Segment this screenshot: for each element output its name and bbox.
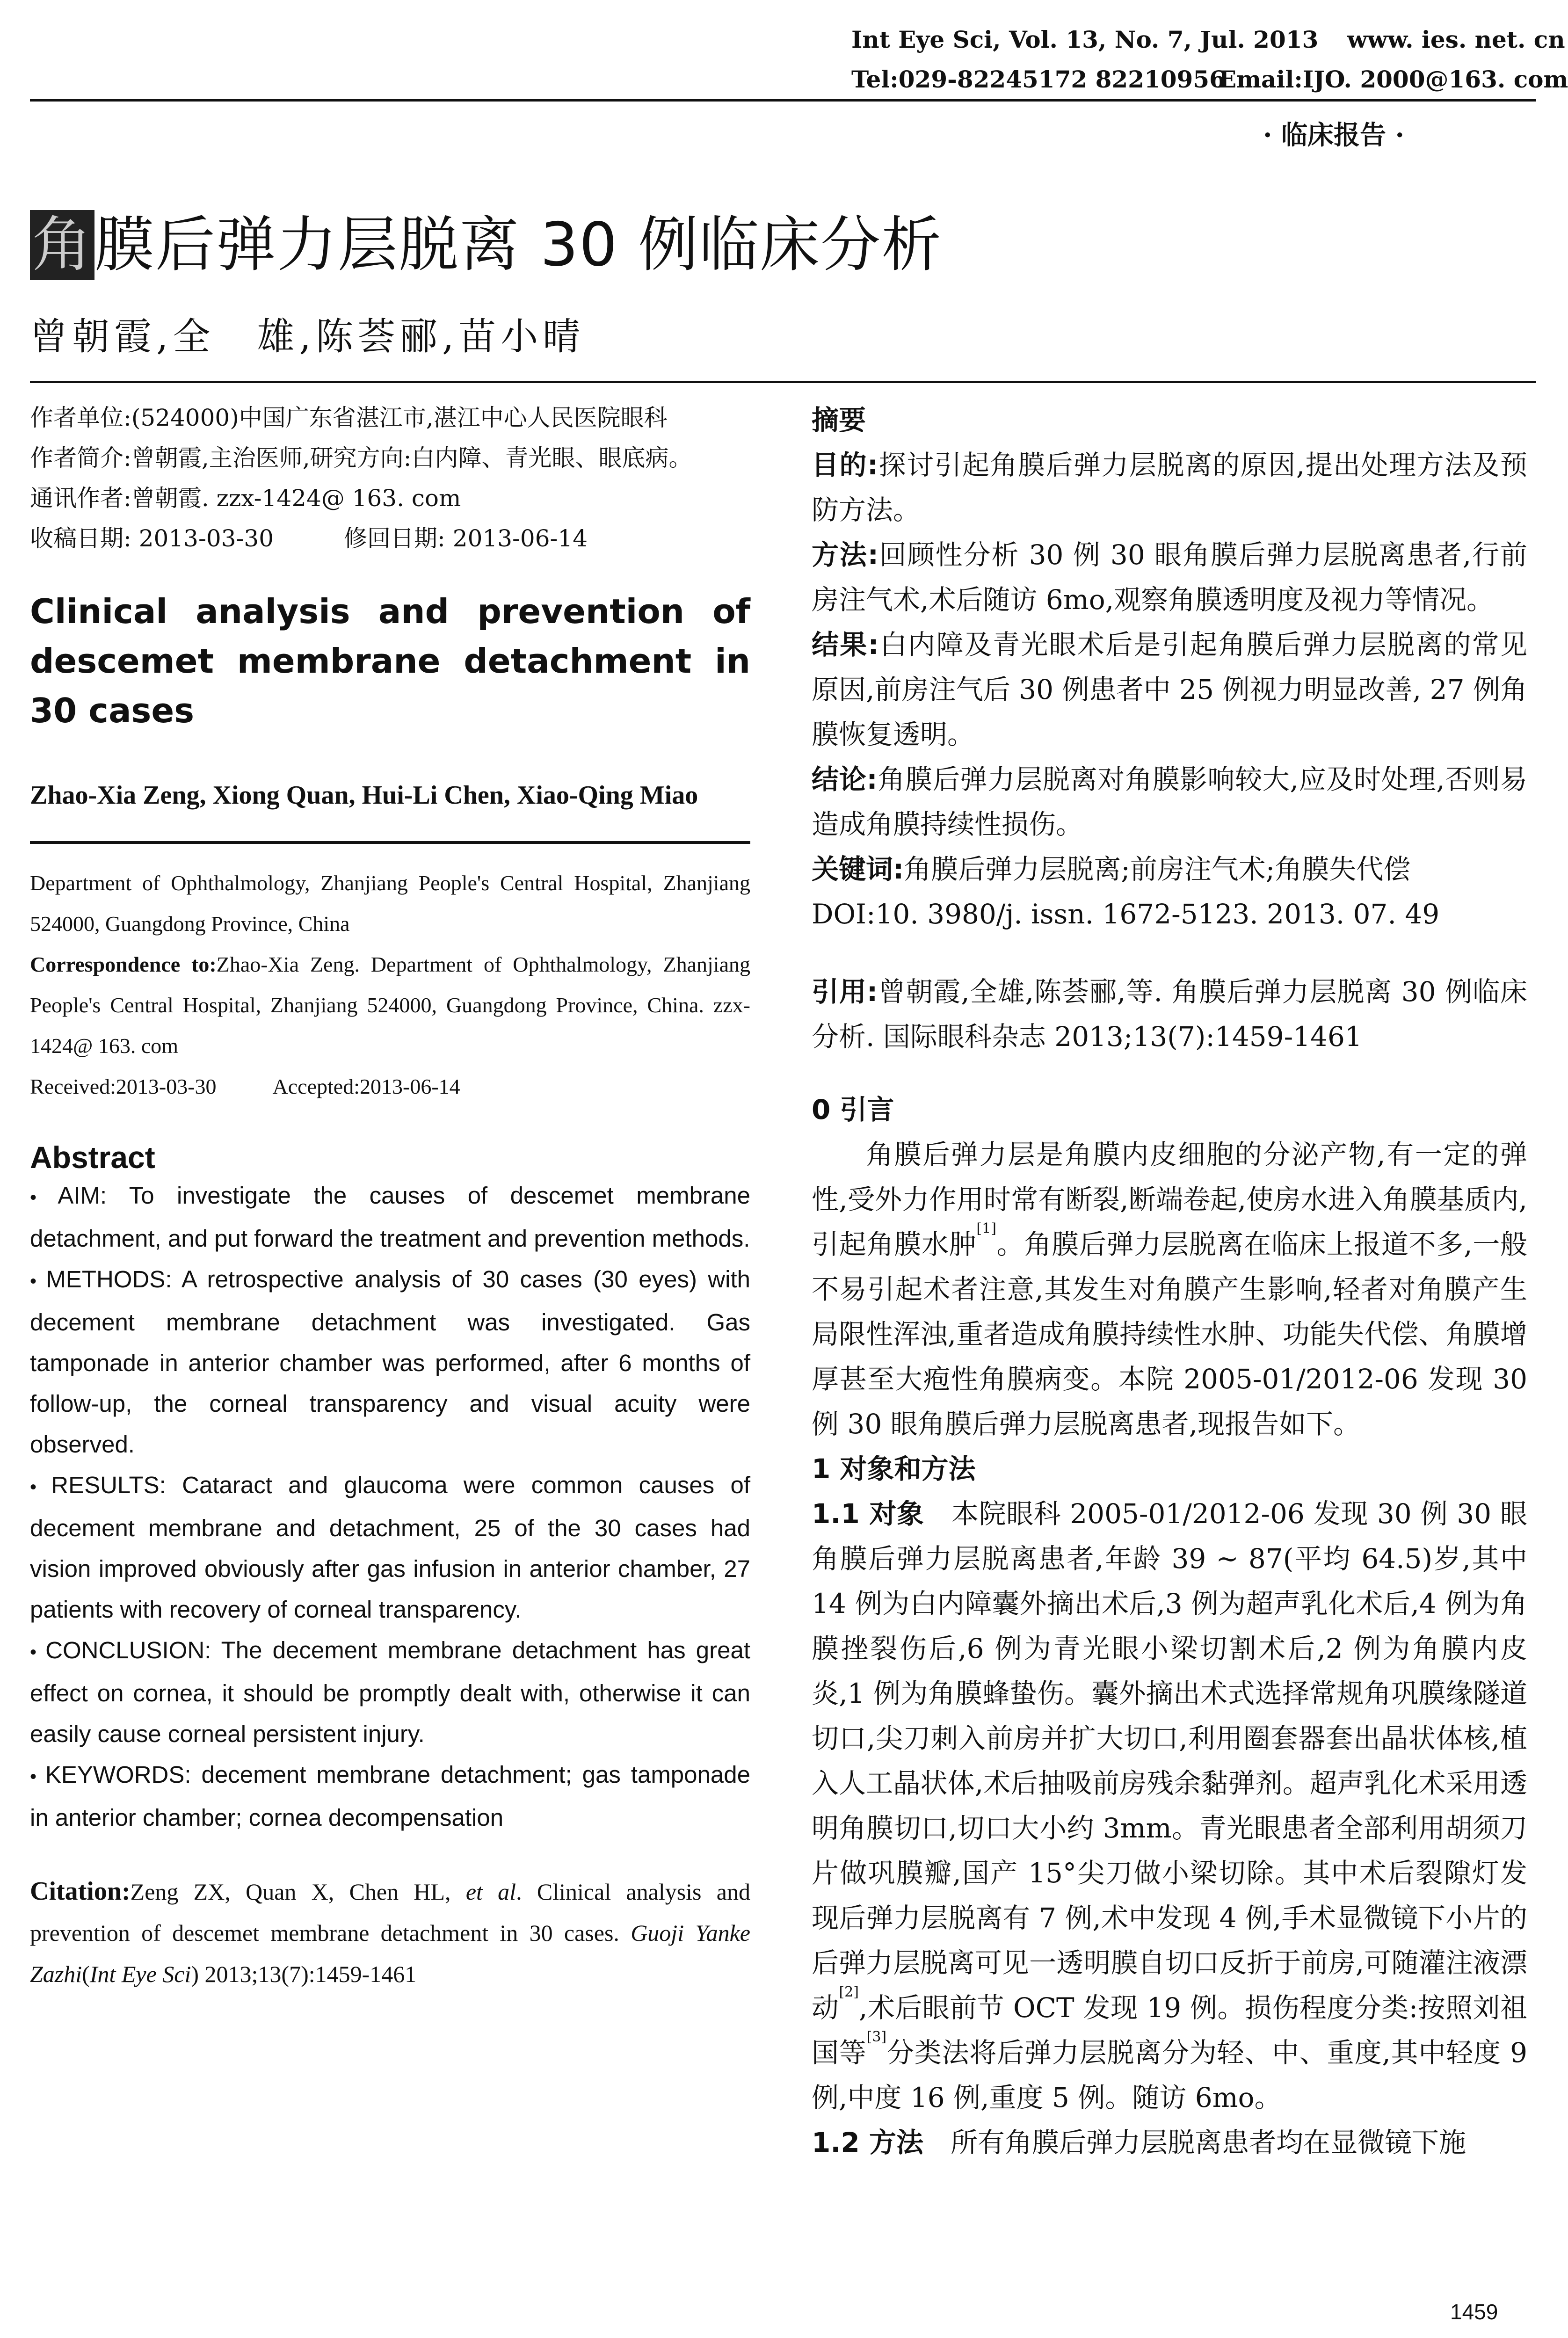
left-column (30, 398, 750, 1995)
english-authors: Zhao-Xia Zeng, Xiong Quan, Hui-Li Chen, Xiao-Qing Miao (30, 781, 698, 810)
dates-en (30, 1066, 750, 1107)
section1-heading: 1 对象和方法 (812, 1453, 976, 1485)
authors-cn: 曾朝霞,全 雄,陈荟郦,苗小晴 (30, 315, 585, 358)
section11-paragraph: 1.1 对象 本院眼科 2005-01/2012-06 发现 30 例 30 眼角膜后弹力层脱离患者,年龄 39 ~ 87(平均 64.5)岁,其中 14 例为白内障囊外摘出术后,3 例为超声乳化术后,4 例为角膜挫裂伤后,6 例为青光眼小梁切割术后,2 例为角膜内皮炎,1 例为角膜蜂蛰伤。囊外摘出术式选择常规角巩膜缘隧道切口,尖刀刺入前房并扩大切口,利用圈套器套出晶状体核,植入人工晶状体,术后抽吸前房残余黏弹剂。超声乳化术采用透明角膜切口,切口大小约 3mm。青光眼患者全部利用胡须刀片做巩膜瓣,国产 15°尖刀做小梁切除。其中术后裂隙灯发现后弹力层脱离有 7 例,术中发现 4 例,手术显微镜下小片的后弹力层脱离可见一透明膜自切口反折于前房,可随灌注液漂动[2],术后眼前节 OCT 发现 19 例。损伤程度分类:按照刘祖国等[3]分类法将后弹力层脱离分为轻、中、重度,其中轻度 9 例,中度 16 例,重度 5 例。随访 6mo。 (812, 1498, 1527, 2113)
dates-cn (30, 518, 750, 559)
section-tag: · 临床报告 · (1263, 120, 1404, 151)
correspondence-en (30, 944, 750, 1066)
conclusion-cn: 结论:角膜后弹力层脱离对角膜影响较大,应及时处理,否则易造成角膜持续性损伤。 (812, 763, 1527, 840)
received-cn: 收稿日期: 2013-03-30 (30, 525, 274, 552)
citation-cn: 引用:曾朝霞,全雄,陈荟郦,等. 角膜后弹力层脱离 30 例临床分析. 国际眼科杂志 2013;13(7):1459-1461 (812, 976, 1527, 1053)
journal-tel: Tel:029-82245172 82210956 (851, 65, 1226, 93)
results-cn: 结果:白内障及青光眼术后是引起角膜后弹力层脱离的常见原因,前房注气后 30 例患者中 25 例视力明显改善, 27 例角膜恢复透明。 (812, 629, 1527, 750)
correspondence-label: Correspondence to: (30, 952, 217, 976)
journal-email[interactable]: Email:IJO. 2000@163. com (1219, 65, 1568, 93)
intro-heading: 0 引言 (812, 1094, 894, 1125)
department: Department of Ophthalmology, Zhanjiang People's Central Hospital, Zhanjiang 524000, Guangdong Province, China (30, 871, 750, 936)
english-rule (30, 841, 750, 844)
journal-website[interactable]: www. ies. net. cn (1347, 26, 1565, 53)
title-text: 膜后弹力层脱离 30 例临床分析 (94, 210, 943, 280)
abstract-results: • RESULTS: Cataract and glaucoma were common causes of decement membrane and detachment, 25 of the 30 cases had vision improved obviously after gas infusion in anterior chamber, 27 patients with recovery of corneal transparency. (30, 1472, 750, 1623)
methods-cn: 方法:回顾性分析 30 例 30 眼角膜后弹力层脱离患者,行前房注气术,术后随访 6mo,观察角膜透明度及视力等情况。 (812, 539, 1527, 616)
accepted-en: Accepted:2013-06-14 (272, 1075, 460, 1098)
intro-paragraph: 角膜后弹力层是角膜内皮细胞的分泌产物,有一定的弹性,受外力作用时常有断裂,断端卷起,使房水进入角膜基质内,引起角膜水肿[1]。角膜后弹力层脱离在临床上报道不多,一般不易引起术者注意,其发生对角膜产生影响,轻者对角膜产生局限性浑浊,重者造成角膜持续性水肿、功能失代偿、角膜增厚甚至大疱性角膜病变。本院 2005-01/2012-06 发现 30 例 30 眼角膜后弹力层脱离患者,现报告如下。 (812, 1139, 1527, 1440)
correspondence-text: Zhao-Xia Zeng. Department of Ophthalmology, Zhanjiang People's Central Hospital, Zhanjiang 524000, Guangdong Province, China. zzx-1424@ 163. com (30, 952, 751, 1058)
right-column (812, 398, 1527, 2165)
ref-1[interactable]: [1] (976, 1220, 996, 1237)
title-first-char: 角 (30, 210, 94, 280)
bio-cn: 作者简介:曾朝霞,主治医师,研究方向:白内障、青光眼、眼底病。 (30, 444, 692, 472)
correspondence-cn: 通讯作者:曾朝霞. zzx-1424@ 163. com (30, 485, 461, 512)
keywords-cn: 关键词:角膜后弹力层脱离;前房注气术;角膜失代偿 (812, 853, 1411, 885)
received-en: Received:2013-03-30 (30, 1075, 217, 1098)
abstract-aim: • AIM: To investigate the causes of descemet membrane detachment, and put forward the treatment and prevention methods. (30, 1182, 750, 1252)
article-title (30, 196, 942, 283)
citation-label: Citation: (30, 1877, 131, 1906)
revised-cn: 修回日期: 2013-06-14 (344, 525, 588, 552)
abstract-keywords: • KEYWORDS: decement membrane detachment; gas tamponade in anterior chamber; cornea decompensation (30, 1761, 750, 1831)
abstract-heading: Abstract (30, 1140, 155, 1175)
citation-en: Citation:Zeng ZX, Quan X, Chen HL, et al. Clinical analysis and prevention of descemet membrane detachment in 30 cases. Guoji Yanke Zazhi(Int Eye Sci) 2013;13(7):1459-1461 (30, 1877, 750, 1987)
abstract-heading-cn: 摘要 (812, 404, 866, 436)
authors-rule (30, 381, 1536, 383)
header-rule (30, 99, 1536, 102)
abstract-conclusion: • CONCLUSION: The decement membrane detachment has great effect on cornea, it should be promptly dealt with, otherwise it can easily cause corneal persistent injury. (30, 1637, 751, 1747)
english-title: Clinical analysis and prevention of descemet membrane detachment in 30 cases (30, 592, 750, 730)
abstract-methods: • METHODS: A retrospective analysis of 30 cases (30 eyes) with decement membrane detachment was investigated. Gas tamponade in anterior chamber was performed, after 6 months of follow-up, the corneal transparency and visual acuity were observed. (30, 1266, 750, 1458)
aim-cn: 目的:探讨引起角膜后弹力层脱离的原因,提出处理方法及预防方法。 (812, 449, 1527, 526)
doi[interactable]: DOI:10. 3980/j. issn. 1672-5123. 2013. 07. 49 (812, 898, 1440, 930)
section12-paragraph: 1.2 方法 所有角膜后弹力层脱离患者均在显微镜下施 (812, 2127, 1466, 2158)
page-number: 1459 (1450, 2300, 1498, 2324)
journal-citation-line: Int Eye Sci, Vol. 13, No. 7, Jul. 2013 (851, 26, 1319, 53)
ref-2[interactable]: [2] (839, 1984, 859, 2000)
affiliation-cn: 作者单位:(524000)中国广东省湛江市,湛江中心人民医院眼科 (30, 404, 668, 431)
ref-3[interactable]: [3] (866, 2029, 887, 2045)
